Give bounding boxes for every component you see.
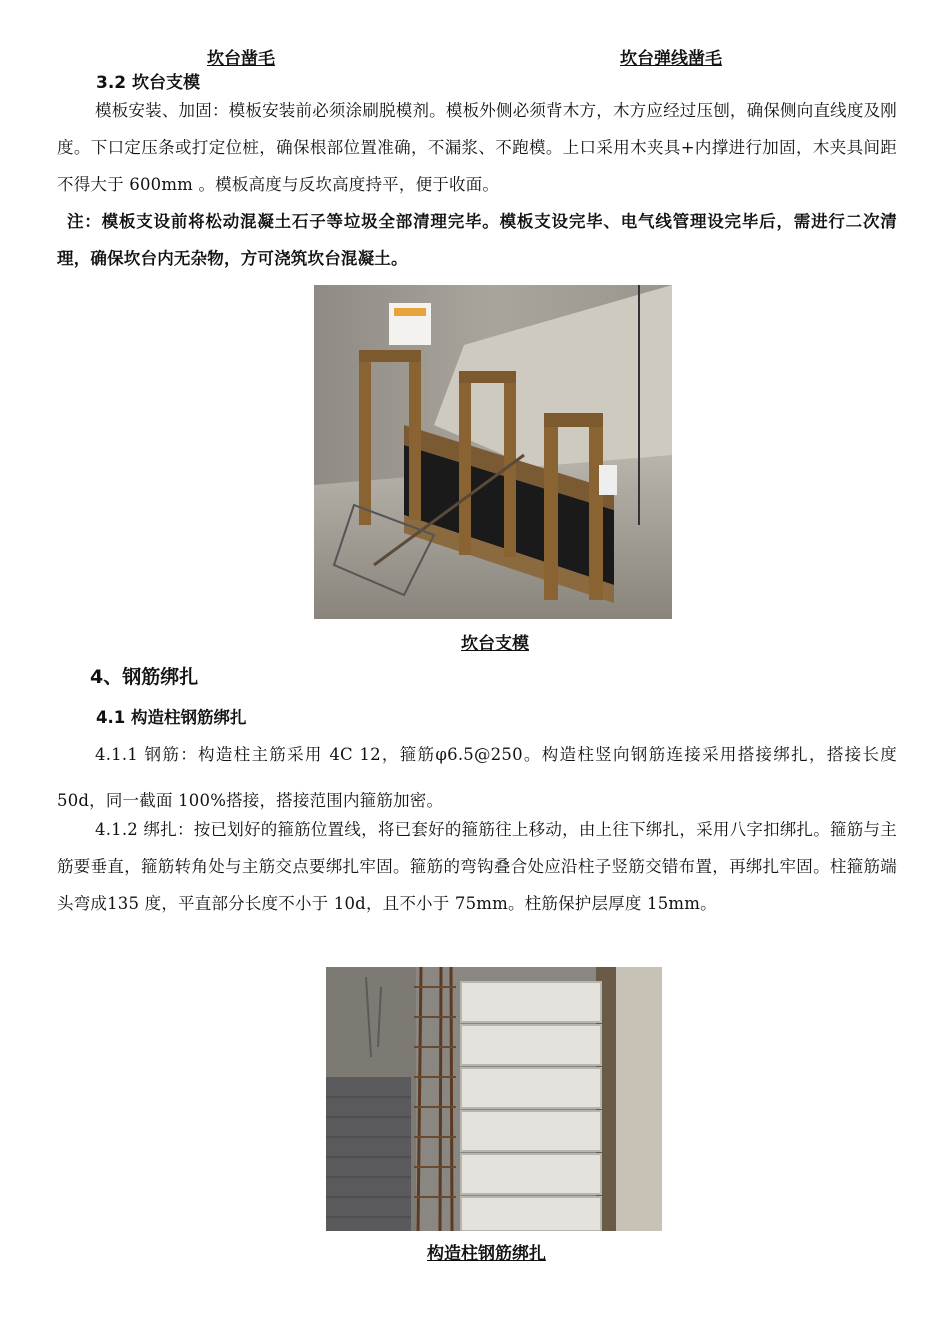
column-rebar-photo [326, 967, 662, 1231]
caption-top-left: 坎台凿毛 [207, 49, 275, 69]
caption-top-right: 坎台弹线凿毛 [620, 49, 722, 69]
caption-formwork-photo: 坎台支模 [461, 634, 529, 654]
section-4-heading: 4、钢筋绑扎 [90, 666, 199, 688]
section-4-1-2-paragraph: 4.1.2 绑扎：按已划好的箍筋位置线，将已套好的箍筋往上移动，由上往下绑扎，采用八字扣绑扎。箍筋与主筋要垂直，箍筋转角处与主筋交点要绑扎牢固。箍筋的弯钩叠合处应沿柱子竖筋交错布置，再绑扎牢固。柱箍筋端头弯成135 度，平直部分长度不小于 10d，且不小于 75mm。柱筋保护层厚度 15mm。 [57, 820, 897, 913]
formwork-photo [314, 285, 672, 619]
section-4-1-1-paragraph: 4.1.1 钢筋：构造柱主筋采用 4C 12，箍筋φ6.5@250。构造柱竖向钢筋连接采用搭接绑扎，搭接长度 50d，同一截面 100%搭接，搭接范围内箍筋加密。 [57, 745, 897, 810]
section-3-2-note: 注：模板支设前将松动混凝土石子等垃圾全部清理完毕。模板支设完毕、电气线管理设完毕后，需进行二次清理，确保坎台内无杂物，方可浇筑坎台混凝土。 [57, 212, 897, 268]
caption-column-rebar-photo: 构造柱钢筋绑扎 [427, 1244, 546, 1264]
section-4-1-heading: 4.1 构造柱钢筋绑扎 [96, 708, 247, 727]
section-3-2-heading: 3.2 坎台支模 [96, 73, 201, 93]
section-3-2-paragraph: 模板安装、加固：模板安装前必须涂刷脱模剂。模板外侧必须背木方，木方应经过压刨，确保侧向直线度及刚度。下口定压条或打定位桩，确保根部位置准确，不漏浆、不跑模。上口采用木夹具+内撑进行加固，木夹具间距不得大于 600mm 。模板高度与反坎高度持平，便于收面。 [57, 101, 897, 194]
